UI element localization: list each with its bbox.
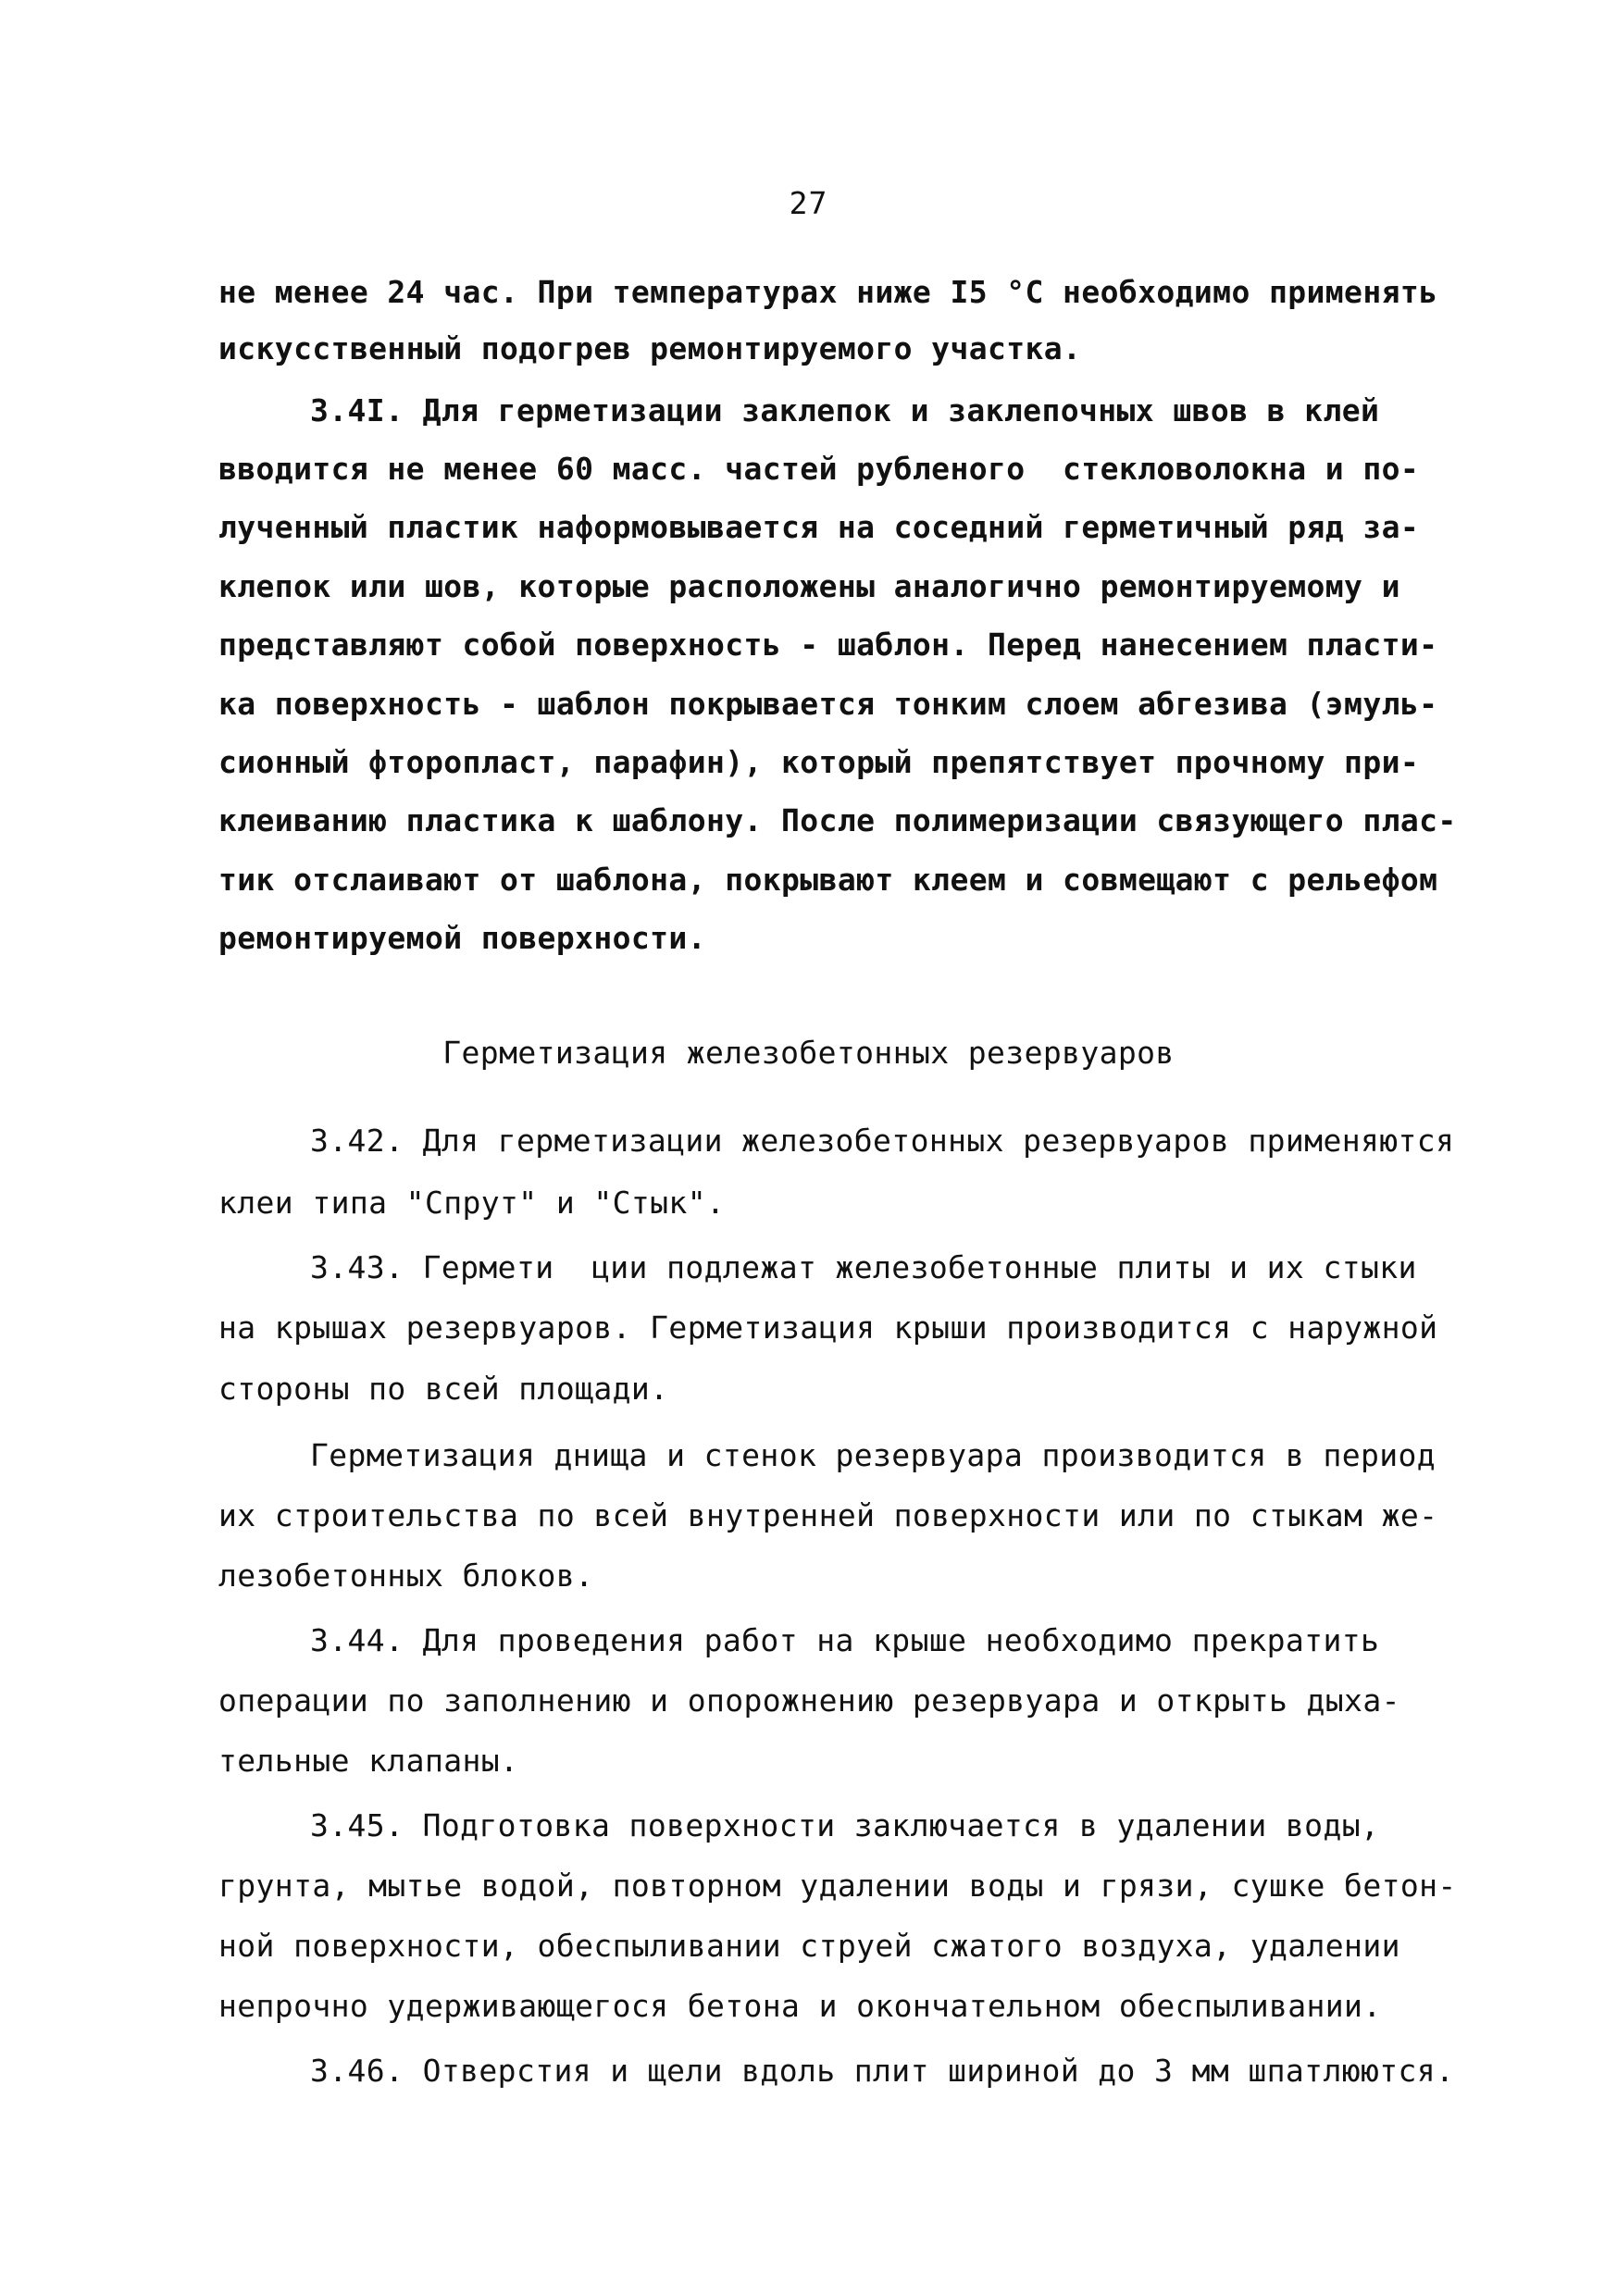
text-line: клеиванию пластика к шаблону. После полимеризации связующего плас- — [218, 802, 1457, 838]
text-line: лезобетонных блоков. — [218, 1558, 594, 1594]
text-line: тельные клапаны. — [218, 1743, 519, 1779]
text-line: сионный фторопласт, парафин), который препятствует прочному при- — [218, 744, 1420, 780]
text-line: на крышах резервуаров. Герметизация крыши производится с наружной — [218, 1309, 1438, 1346]
text-line: представляют собой поверхность - шаблон. Перед нанесением пласти- — [218, 627, 1438, 663]
text-line: операции по заполнению и опорожнению резервуара и открыть дыха- — [218, 1682, 1400, 1719]
page-number: 27 — [789, 185, 828, 221]
text-line: грунта, мытье водой, повторном удалении воды и грязи, сушке бетон- — [218, 1868, 1457, 1904]
text-line: 3.42. Для герметизации железобетонных резервуаров применяются — [310, 1123, 1455, 1159]
text-line: клеи типа "Спрут" и "Стык". — [218, 1185, 726, 1221]
text-line: стороны по всей площади. — [218, 1371, 669, 1407]
text-line: Герметизация днища и стенок резервуара производится в период — [310, 1437, 1437, 1473]
text-line: 3.45. Подготовка поверхности заключается в удалении воды, — [310, 1807, 1380, 1843]
text-line: тик отслаивают от шаблона, покрывают клеем и совмещают с рельефом — [218, 862, 1438, 898]
text-line: непрочно удерживающегося бетона и окончательном обеспыливании. — [218, 1988, 1382, 2024]
text-line: искусственный подогрев ремонтируемого участка. — [218, 330, 1082, 366]
text-line: 3.46. Отверстия и щели вдоль плит шириной до 3 мм шпатлюются. — [310, 2053, 1455, 2089]
text-line: вводится не менее 60 масс. частей рубленого стекловолокна и по- — [218, 451, 1420, 487]
section-heading: Герметизация железобетонных резервуаров — [442, 1035, 1175, 1071]
text-line: их строительства по всей внутренней поверхности или по стыкам же- — [218, 1497, 1438, 1533]
text-line: не менее 24 час. При температурах ниже I5 °С необходимо применять — [218, 274, 1438, 310]
text-line: лученный пластик наформовывается на соседний герметичный ряд за- — [218, 509, 1420, 545]
text-line: ремонтируемой поверхности. — [218, 920, 706, 956]
text-line: ка поверхность - шаблон покрывается тонким слоем абгезива (эмуль- — [218, 686, 1438, 722]
text-line: 3.43. Гермети ции подлежат железобетонные плиты и их стыки — [310, 1249, 1417, 1285]
text-line: ной поверхности, обеспыливании струей сжатого воздуха, удалении — [218, 1928, 1400, 1964]
text-line: клепок или шов, которые расположены аналогично ремонтируемому и — [218, 568, 1400, 604]
text-line: 3.4I. Для герметизации заклепок и заклепочных швов в клей — [310, 392, 1380, 428]
text-line: 3.44. Для проведения работ на крыше необходимо прекратить — [310, 1622, 1380, 1658]
